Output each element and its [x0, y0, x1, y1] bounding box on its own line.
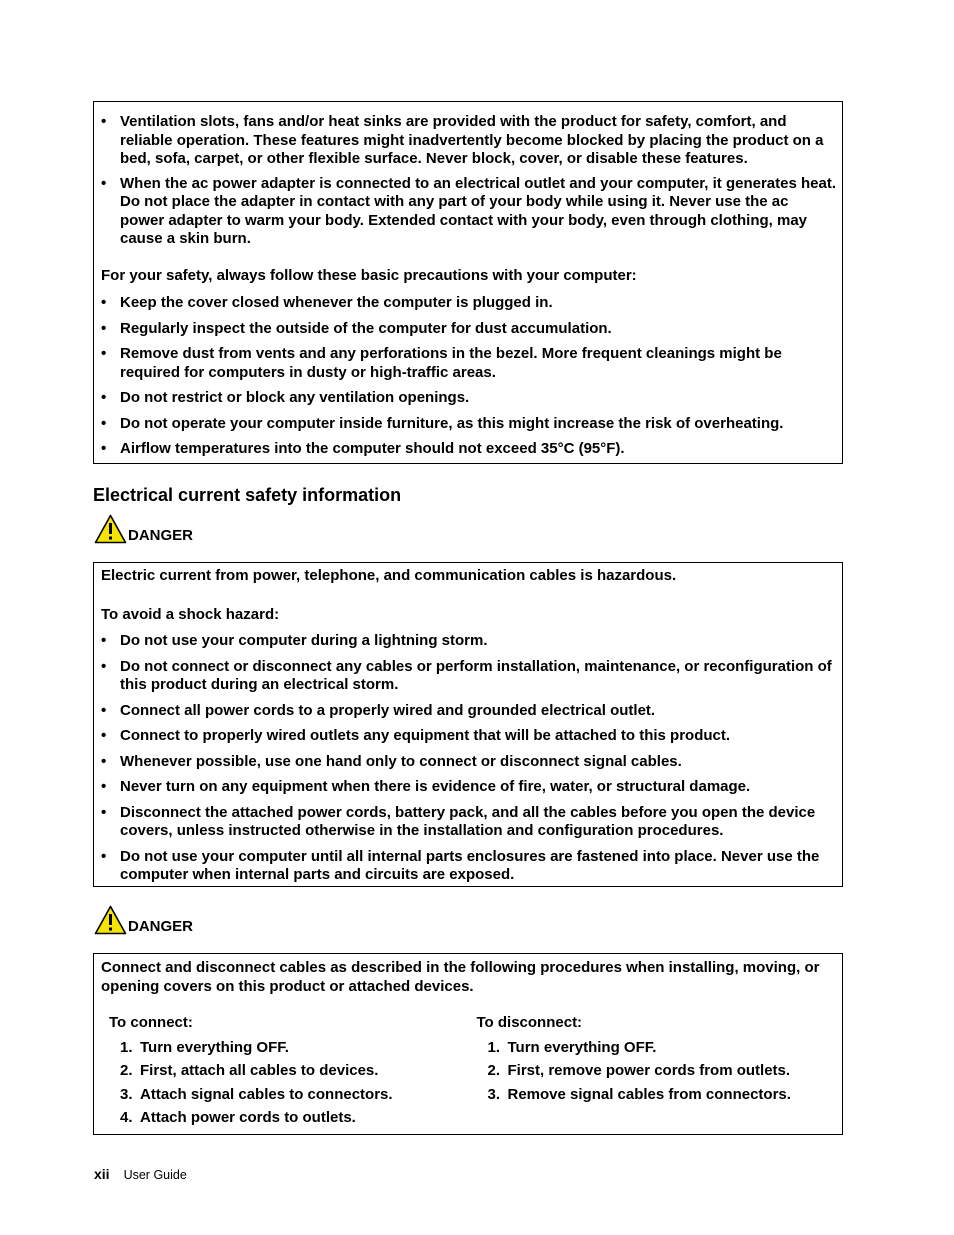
list-item	[488, 1039, 837, 1058]
list-item: • Connect all power cords to a properly wired and grounded electrical outlet.	[101, 702, 836, 721]
list-item: • When the ac power adapter is connected to an electrical outlet and your computer, it generates heat. Do not place the adapter in contact with any part of your body while using it. Never use the ac power adapter to warm your body. Extended contact with your body, even through clothing, may cause a skin burn.	[101, 175, 836, 249]
list-item: • Connect to properly wired outlets any equipment that will be attached to this product.	[101, 727, 836, 746]
list-item: • Do not operate your computer inside furniture, as this might increase the risk of overheating.	[101, 415, 836, 434]
step-text: Turn everything OFF.	[140, 1038, 289, 1056]
list-item: • Do not restrict or block any ventilation openings.	[101, 389, 836, 408]
connect-steps	[109, 1039, 469, 1128]
step-text: Turn everything OFF.	[507, 1038, 657, 1056]
avoid-shock-intro: To avoid a shock hazard:	[101, 605, 280, 623]
ventilation-safety-box	[93, 101, 843, 464]
disconnect-heading: To disconnect:	[476, 1014, 583, 1031]
list-item: • Ventilation slots, fans and/or heat sinks are provided with the product for safety, comfort, and reliable operation. These features might inadvertently become blocked by placing the product on a bed, sofa, carpet, or other flexible surface. Never block, cover, or disable these features.	[101, 113, 836, 169]
step-number: 1.	[120, 1038, 133, 1056]
ventilation-bullet-list	[101, 113, 836, 249]
cable-procedure-box	[93, 953, 843, 1135]
list-item: • Keep the cover closed whenever the computer is plugged in.	[101, 294, 836, 313]
disconnect-column	[469, 1014, 837, 1133]
step-number: 3.	[120, 1085, 133, 1103]
step-number: 2.	[120, 1062, 133, 1079]
procedure-intro: Connect and disconnect cables as described in the following procedures when installing, moving, or opening covers on this product or attached devices.	[101, 959, 820, 995]
step-number: 3.	[487, 1085, 501, 1103]
list-item	[488, 1062, 837, 1081]
shock-hazard-list	[101, 632, 836, 885]
list-item: • Disconnect the attached power cords, battery pack, and all the cables before you open the device covers, unless instructed otherwise in the installation and configuration procedures.	[101, 804, 836, 841]
warning-triangle-icon	[94, 905, 127, 935]
section-heading: Electrical current safety information	[93, 485, 402, 505]
list-item: • Whenever possible, use one hand only to connect or disconnect signal cables.	[101, 753, 836, 772]
page-footer	[94, 1166, 187, 1182]
electric-current-danger-box	[93, 562, 843, 887]
list-item	[120, 1062, 469, 1081]
step-text: First, remove power cords from outlets.	[507, 1062, 791, 1079]
list-item	[488, 1086, 837, 1105]
list-item: • Do not use your computer during a lightning storm.	[101, 632, 836, 651]
list-item	[120, 1039, 469, 1058]
connect-heading: To connect:	[109, 1014, 193, 1031]
precautions-list	[101, 294, 836, 459]
step-text: Remove signal cables from connectors.	[507, 1085, 791, 1103]
danger-label	[94, 512, 193, 544]
step-text: Attach signal cables to connectors.	[140, 1085, 393, 1103]
list-item: • Regularly inspect the outside of the computer for dust accumulation.	[101, 320, 836, 339]
procedure-columns	[101, 1014, 836, 1133]
connect-column	[101, 1014, 469, 1133]
hazard-statement: Electric current from power, telephone, and communication cables is hazardous.	[101, 567, 677, 584]
danger-label	[94, 903, 193, 935]
step-text: First, attach all cables to devices.	[140, 1062, 379, 1079]
page-number: xii	[94, 1166, 110, 1182]
list-item	[120, 1109, 469, 1128]
list-item	[120, 1086, 469, 1105]
list-item: • Do not use your computer until all internal parts enclosures are fastened into place. Never use the computer when internal parts and circuits are exposed.	[101, 848, 836, 885]
document-title: User Guide	[123, 1168, 187, 1182]
precautions-intro: For your safety, always follow these basic precautions with your computer:	[101, 266, 637, 284]
list-item: • Do not connect or disconnect any cables or perform installation, maintenance, or reconfiguration of this product during an electrical storm.	[101, 658, 836, 695]
step-text: Attach power cords to outlets.	[140, 1109, 356, 1126]
disconnect-steps	[477, 1039, 837, 1105]
step-number: 1.	[487, 1038, 501, 1056]
list-item: • Airflow temperatures into the computer should not exceed 35°C (95°F).	[101, 440, 836, 459]
list-item: • Never turn on any equipment when there is evidence of fire, water, or structural damage.	[101, 778, 836, 797]
list-item: • Remove dust from vents and any perforations in the bezel. More frequent cleanings might be required for computers in dusty or high-traffic areas.	[101, 345, 836, 382]
step-number: 2.	[487, 1062, 501, 1079]
danger-text: DANGER	[128, 918, 194, 935]
warning-triangle-icon	[94, 514, 127, 544]
step-number: 4.	[120, 1109, 133, 1126]
danger-text: DANGER	[128, 527, 194, 544]
